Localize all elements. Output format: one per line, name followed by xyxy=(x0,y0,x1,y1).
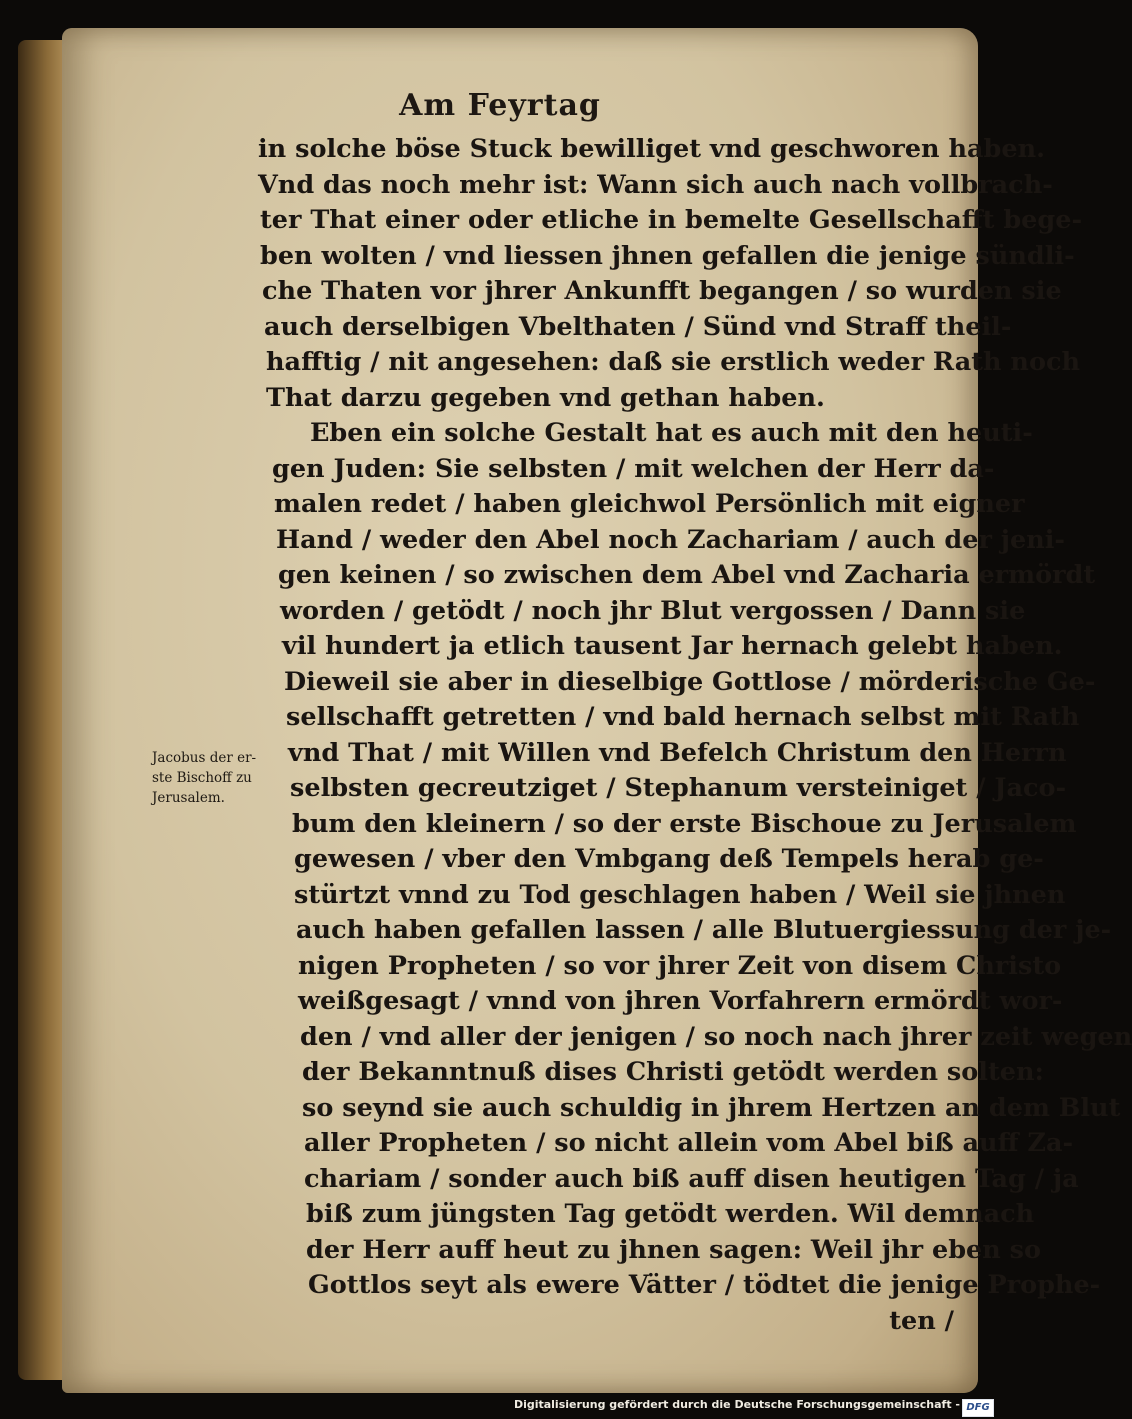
body-text xyxy=(258,132,1132,1339)
text-line: That darzu gegeben vnd gethan haben. xyxy=(266,382,825,413)
text-line: chariam / sonder auch biß auff disen heutigen Tag / ja xyxy=(304,1163,1079,1194)
text-line: nigen Propheten / so vor jhrer Zeit von disem Christo xyxy=(298,950,1062,981)
dfg-logo-icon: DFG xyxy=(962,1399,994,1417)
text-line: worden / getödt / noch jhr Blut vergossen / Dann sie xyxy=(280,595,1026,626)
marginal-note-line: Jacobus der er- xyxy=(152,750,257,766)
marginal-note-line: ste Bischoff zu xyxy=(152,770,252,786)
text-line: vnd That / mit Willen vnd Befelch Christum den Herrn xyxy=(288,737,1067,768)
text-line: in solche böse Stuck bewilliget vnd geschworen haben. xyxy=(258,134,1046,164)
text-line: Gottlos seyt als ewere Vätter / tödtet die jenige Prophe- xyxy=(308,1270,1101,1300)
text-line: Vnd das noch mehr ist: Wann sich auch nach vollbrach- xyxy=(258,169,1053,200)
text-line-catchword: ten / xyxy=(889,1305,954,1336)
running-head: Am Feyrtag xyxy=(399,88,601,123)
text-line: der Bekanntnuß dises Christi getödt werden solten: xyxy=(302,1057,1044,1087)
text-line: der Herr auff heut zu jhnen sagen: Weil jhr eben so xyxy=(306,1234,1042,1265)
text-line: Eben ein solche Gestalt hat es auch mit den heuti- xyxy=(310,418,1033,448)
dfg-credit: Digitalisierung gefördert durch die Deutsche Forschungsgemeinschaft - xyxy=(513,1398,960,1411)
text-line: selbsten gecreutziget / Stephanum versteiniget / Jaco- xyxy=(290,773,1067,803)
text-line: che Thaten vor jhrer Ankunfft begangen / so wurden sie xyxy=(262,276,1062,306)
text-line: hafftig / nit angesehen: daß sie erstlich weder Rath noch xyxy=(266,347,1081,377)
text-line: stürtzt vnnd zu Tod geschlagen haben / Weil sie jhnen xyxy=(294,879,1066,910)
text-line: aller Propheten / so nicht allein vom Abel biß auff Za- xyxy=(304,1128,1074,1158)
text-line: sellschafft getretten / vnd bald hernach selbst mit Rath xyxy=(286,702,1080,732)
text-line: gewesen / vber den Vmbgang deß Tempels herab ge- xyxy=(294,844,1044,874)
text-line: so seynd sie auch schuldig in jhrem Hertzen an dem Blut xyxy=(302,1092,1121,1123)
marginal-note-line: Jerusalem. xyxy=(152,790,225,806)
text-line: den / vnd aller der jenigen / so noch nach jhrer zeit wegen xyxy=(300,1021,1132,1052)
text-line: ben wolten / vnd liessen jhnen gefallen die jenige sündli- xyxy=(260,240,1075,271)
text-line: Hand / weder den Abel noch Zachariam / auch der jeni- xyxy=(276,524,1066,555)
text-line: ter That einer oder etliche in bemelte Gesellschafft bege- xyxy=(260,205,1083,235)
text-line: bum den kleinern / so der erste Bischoue zu Jerusalem xyxy=(292,808,1077,839)
text-line: vil hundert ja etlich tausent Jar hernach gelebt haben. xyxy=(282,631,1063,661)
text-line: Dieweil sie aber in dieselbige Gottlose / mörderische Ge- xyxy=(284,666,1096,697)
marginal-note xyxy=(152,748,260,808)
text-line: malen redet / haben gleichwol Persönlich mit eigner xyxy=(274,489,1025,519)
text-line: auch haben gefallen lassen / alle Blutuergiessung der je- xyxy=(296,915,1112,945)
text-line: gen Juden: Sie selbsten / mit welchen der Herr da- xyxy=(272,453,995,484)
text-line: weißgesagt / vnnd von jhren Vorfahrern ermördt wor- xyxy=(298,986,1063,1016)
text-line: biß zum jüngsten Tag getödt werden. Wil demnach xyxy=(306,1199,1035,1229)
text-line: auch derselbigen Vbelthaten / Sünd vnd Straff theil- xyxy=(264,311,1012,342)
text-line: gen keinen / so zwischen dem Abel vnd Zacharia ermördt xyxy=(278,560,1096,590)
